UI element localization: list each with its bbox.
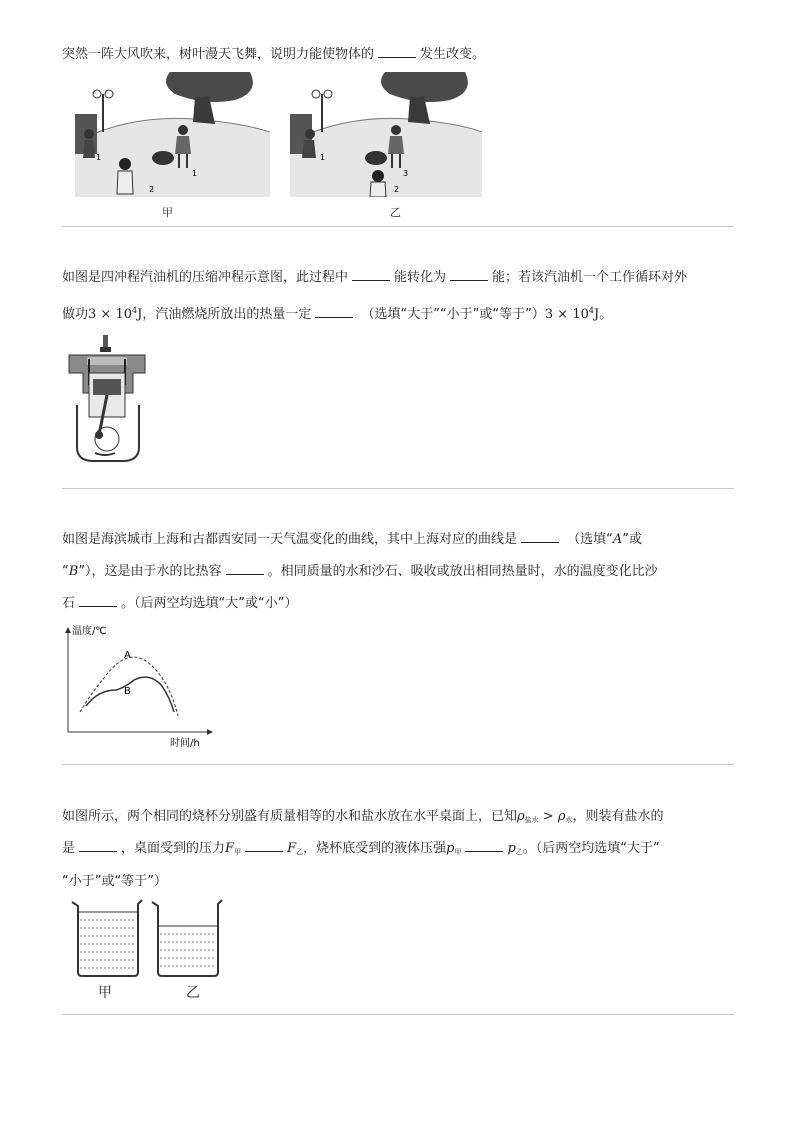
q4-label-yi: 乙 (186, 985, 200, 1001)
q3-blank-2[interactable] (226, 562, 264, 575)
q1-figure-jia (75, 72, 270, 197)
q4-line-1: 如图所示，两个相同的烧杯分别盛有质量相等的水和盐水放在水平桌面上，已知$\rho_{盐水} > \rho_水$，则装有盐水的 (62, 809, 664, 824)
q1-label-jia: 甲 (162, 206, 173, 219)
q4-beaker-yi (150, 898, 226, 978)
divider-1 (62, 226, 734, 227)
q4-line-2: 是 ，桌面受到的压力$F_甲$ $F_乙$，烧杯底受到的液体压强$p_甲$ $p_乙$。（后两空均选填“大于” (62, 841, 660, 856)
q1-jia-num-1: 1 (96, 153, 102, 162)
q2-blank-3[interactable] (315, 305, 353, 318)
q1-yi-num-2: 2 (394, 185, 400, 194)
q4-blank-2[interactable] (245, 839, 283, 852)
q3-line-1: 如图是海滨城市上海和古都西安同一天气温变化的曲线，其中上海对应的曲线是 （选填“A”或 (62, 532, 643, 547)
q4-blank-3[interactable] (465, 839, 503, 852)
divider-3 (62, 764, 734, 765)
q4-blank-1[interactable] (79, 839, 117, 852)
q1-jia-num-2: 1 (192, 169, 198, 178)
q1-yi-num-3: 3 (403, 169, 409, 178)
q3-line-3: 石 。（后两空均选填“大”或“小”） (62, 596, 298, 611)
q4-label-jia: 甲 (98, 985, 112, 1001)
q3-temperature-chart (62, 620, 222, 752)
q2-blank-1[interactable] (352, 268, 390, 281)
q2-line-2: 做功$3 \times 10^4J$，汽油燃烧所放出的热量一定 （选填“大于”“小于”或“等于”）3 × $10^4J$。 (62, 306, 613, 322)
q2-blank-2[interactable] (450, 268, 488, 281)
q1-line-1: 突然一阵大风吹来，树叶漫天飞舞，说明力能使物体的 发生改变。 (62, 47, 486, 62)
q2-line-1: 如图是四冲程汽油机的压缩冲程示意图，此过程中 能转化为 能；若该汽油机一个工作循环对外 (62, 270, 688, 285)
divider-4 (62, 1014, 734, 1015)
q3-line-2: “B”），这是由于水的比热容 。相同质量的水和沙石、吸收或放出相同热量时，水的温度变化比沙 (62, 564, 658, 579)
q3-blank-1[interactable] (521, 530, 559, 543)
q2-engine-figure (65, 335, 150, 465)
q3-series-a-label: A (124, 650, 131, 661)
q1-yi-num-1: 1 (320, 153, 326, 162)
q3-y-label: 温度/℃ (72, 626, 107, 637)
divider-2 (62, 488, 734, 489)
q1-figure-yi (290, 72, 482, 197)
q4-line-3: “小于”或“等于”） (62, 874, 167, 889)
q3-series-b-label: B (124, 686, 131, 697)
q3-x-label: 时间/h (170, 738, 200, 749)
q1-label-yi: 乙 (390, 206, 401, 219)
q1-jia-num-3: 2 (149, 185, 155, 194)
q1-blank-1[interactable] (378, 45, 416, 58)
q4-beaker-jia (70, 898, 146, 978)
q3-blank-3[interactable] (79, 594, 117, 607)
